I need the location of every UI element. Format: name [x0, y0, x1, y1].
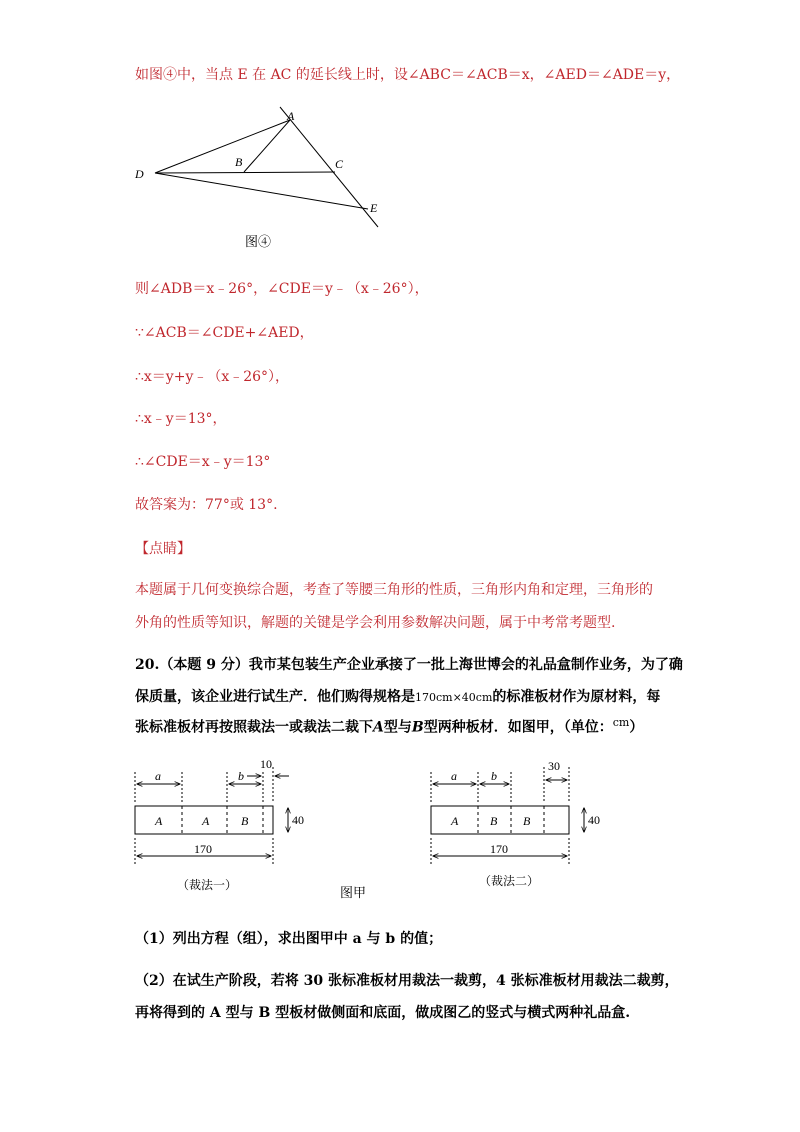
type-b-label: B: [411, 719, 424, 736]
label-a: a: [451, 769, 457, 783]
solution-step-3: ∴x＝y+y﹣（x﹣26°），: [135, 369, 290, 385]
label-b: b: [238, 769, 244, 783]
label-a: a: [155, 769, 161, 783]
problem-20-line-3: [135, 716, 643, 737]
question-1: （1）列出方程（组），求出图甲中 a 与 b 的值；: [135, 931, 443, 947]
cutting-method-1: [135, 757, 304, 892]
solution-step-5: ∴∠CDE＝x﹣y＝13°: [135, 454, 271, 470]
cell-label: A: [451, 814, 459, 828]
type-a-label: A: [373, 719, 384, 736]
problem-20-text: ）: [629, 719, 644, 736]
label-height: 40: [588, 813, 600, 827]
label-c: C: [335, 157, 344, 171]
segment-dc: [155, 172, 335, 173]
board-spec: 170cm×40cm: [415, 691, 493, 704]
problem-20-text: 的标准板材作为原材料，每: [492, 689, 661, 705]
solution-step-4: ∴x﹣y＝13°，: [135, 411, 227, 427]
comment-line-1: 本题属于几何变换综合题，考查了等腰三角形的性质，三角形内角和定理，三角形的: [135, 582, 653, 598]
figure-4-caption: 图④: [245, 234, 272, 249]
label-length: 170: [490, 842, 508, 856]
label-length: 170: [194, 842, 212, 856]
cutting-method-2: [431, 759, 600, 888]
comment-line-2: 外角的性质等知识，解题的关键是学会利用参数解决问题，属于中考常考题型.: [135, 615, 616, 631]
cell-label: A: [155, 814, 163, 828]
label-b: B: [235, 155, 243, 169]
solution-answer: 故答案为：77°或 13°.: [135, 497, 278, 513]
label-d: D: [135, 167, 144, 181]
method-2-caption: （裁法二）: [479, 874, 540, 888]
label-waste: 10: [260, 757, 272, 771]
cell-label: A: [202, 814, 210, 828]
method-1-caption: （裁法一）: [177, 878, 238, 892]
solution-step-2: ∵∠ACB＝∠CDE+∠AED，: [135, 325, 314, 341]
segment-de: [155, 173, 368, 209]
problem-20-text: 保质量，该企业进行试生产．他们购得规格是: [135, 689, 415, 705]
label-e: E: [370, 201, 378, 215]
label-b: b: [491, 769, 497, 783]
figure-4-diagram: [125, 100, 395, 260]
problem-20-text: 张标准板材再按照裁法一或裁法二裁下: [135, 719, 373, 736]
unit-cm: cm: [612, 716, 630, 729]
line-ace: [280, 107, 378, 227]
cell-label: B: [490, 814, 498, 828]
comment-heading: 【点睛】: [135, 541, 191, 557]
label-waste: 30: [548, 759, 560, 773]
problem-20-text: 型两种板材．如图甲，（单位：: [423, 719, 613, 736]
problem-20-line-2: [135, 686, 660, 706]
segment-ba: [244, 120, 290, 172]
figure-jia-caption: 图甲: [340, 885, 367, 900]
label-a: A: [287, 109, 295, 123]
question-2-line-1: （2）在试生产阶段，若将 30 张标准板材用裁法一裁剪，4 张标准板材用裁法二裁剪，: [135, 973, 679, 989]
cell-label: B: [241, 814, 249, 828]
cell-label: B: [523, 814, 531, 828]
solution-step-1: 则∠ADB＝x﹣26°，∠CDE＝y﹣（x﹣26°），: [135, 281, 429, 297]
figure-jia-diagram: [125, 752, 605, 902]
problem-20-line-1: 20.（本题 9 分）我市某包装生产企业承接了一批上海世博会的礼品盒制作业务，为了确: [135, 657, 683, 673]
question-2-line-2: 再将得到的 A 型与 B 型板材做侧面和底面，做成图乙的竖式与横式两种礼品盒.: [135, 1005, 631, 1021]
solution-intro-line: 如图④中，当点 E 在 AC 的延长线上时，设∠ABC＝∠ACB＝x，∠AED＝∠ADE＝y，: [135, 67, 681, 83]
label-height: 40: [292, 813, 304, 827]
segment-da: [155, 120, 290, 173]
problem-20-text: 型与: [383, 719, 412, 736]
